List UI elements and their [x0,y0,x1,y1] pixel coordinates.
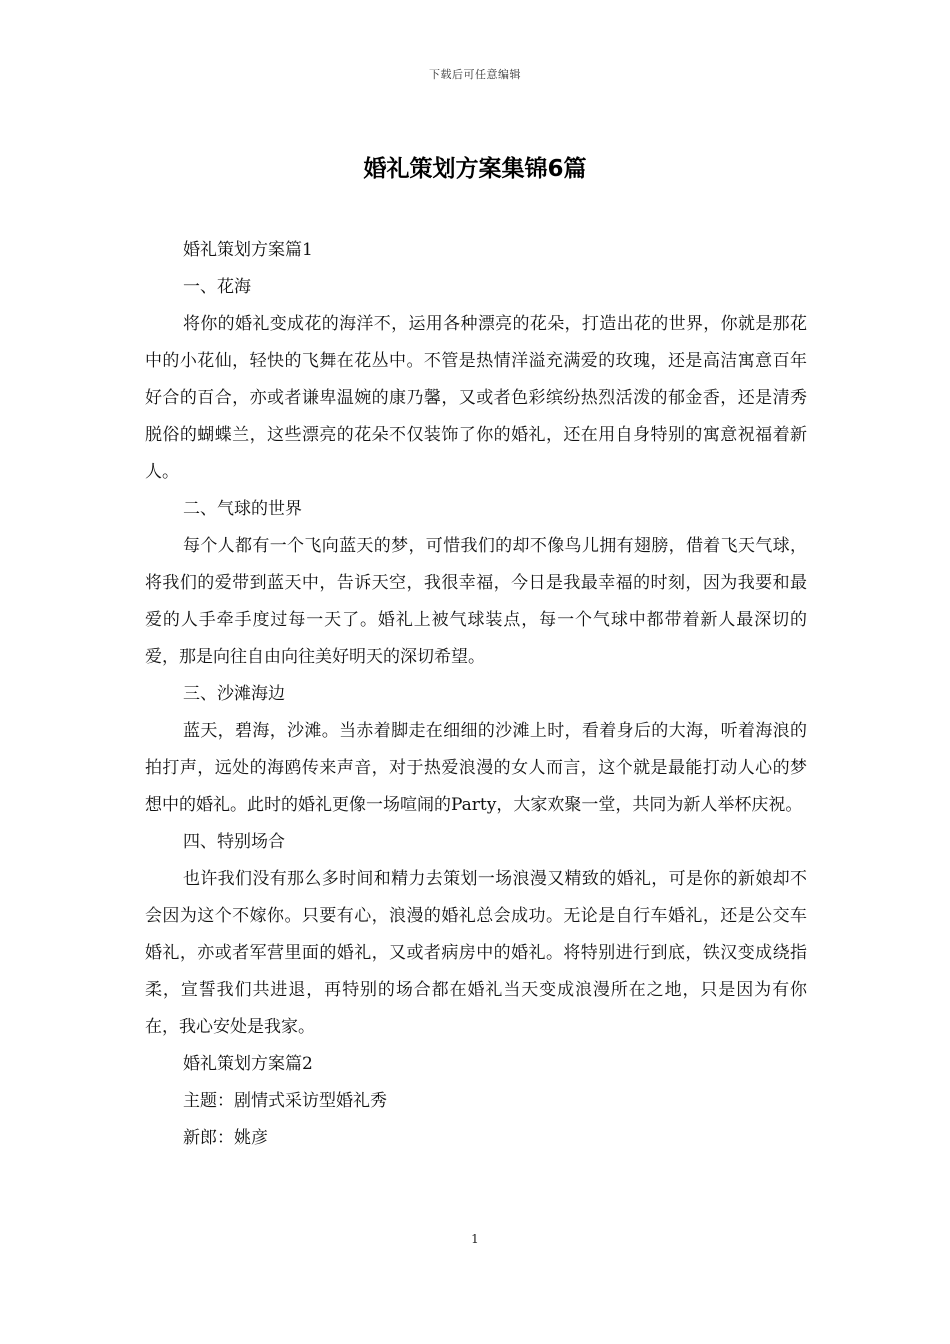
section-heading-plan-2: 婚礼策划方案篇2 [183,1054,313,1074]
subheading-special-occasion: 四、特别场合 [183,832,285,852]
document-title: 婚礼策划方案集锦6篇 [363,156,587,182]
body-paragraph: 将你的婚礼变成花的海洋不，运用各种漂亮的花朵，打造出花的世界，你就是那花中的小花仙，轻快的飞舞在花丛中。不管是热情洋溢充满爱的玫瑰，还是高洁寓意百年好合的百合，亦或者谦卑温婉的康乃馨，又或者色彩缤纷热烈活泼的郁金香，还是清秀脱俗的蝴蝶兰，这些漂亮的花朵不仅装饰了你的婚礼，还在用自身特别的寓意祝福着新人。 [145,314,807,482]
groom-line: 新郎：姚彦 [183,1128,268,1148]
document-body [145,232,807,1157]
page-number: 1 [471,1232,479,1246]
theme-line: 主题：剧情式采访型婚礼秀 [183,1091,387,1111]
subheading-flower-sea: 一、花海 [183,277,251,297]
subheading-beach: 三、沙滩海边 [183,684,285,704]
body-paragraph: 蓝天，碧海，沙滩。当赤着脚走在细细的沙滩上时，看着身后的大海，听着海浪的拍打声，远处的海鸥传来声音，对于热爱浪漫的女人而言，这个就是最能打动人心的梦想中的婚礼。此时的婚礼更像一场喧闹的Party，大家欢聚一堂，共同为新人举杯庆祝。 [145,721,807,815]
page-header-note: 下载后可任意编辑 [429,68,521,81]
body-paragraph: 也许我们没有那么多时间和精力去策划一场浪漫又精致的婚礼，可是你的新娘却不会因为这个不嫁你。只要有心，浪漫的婚礼总会成功。无论是自行车婚礼，还是公交车婚礼，亦或者军营里面的婚礼，又或者病房中的婚礼。将特别进行到底，铁汉变成绕指柔，宣誓我们共进退，再特别的场合都在婚礼当天变成浪漫所在之地，只是因为有你在，我心安处是我家。 [145,869,807,1037]
subheading-balloon-world: 二、气球的世界 [183,499,302,519]
section-heading-plan-1: 婚礼策划方案篇1 [183,240,313,260]
body-paragraph: 每个人都有一个飞向蓝天的梦，可惜我们的却不像鸟儿拥有翅膀，借着飞天气球，将我们的爱带到蓝天中，告诉天空，我很幸福，今日是我最幸福的时刻，因为我要和最爱的人手牵手度过每一天了。婚礼上被气球装点，每一个气球中都带着新人最深切的爱，那是向往自由向往美好明天的深切希望。 [145,536,807,667]
